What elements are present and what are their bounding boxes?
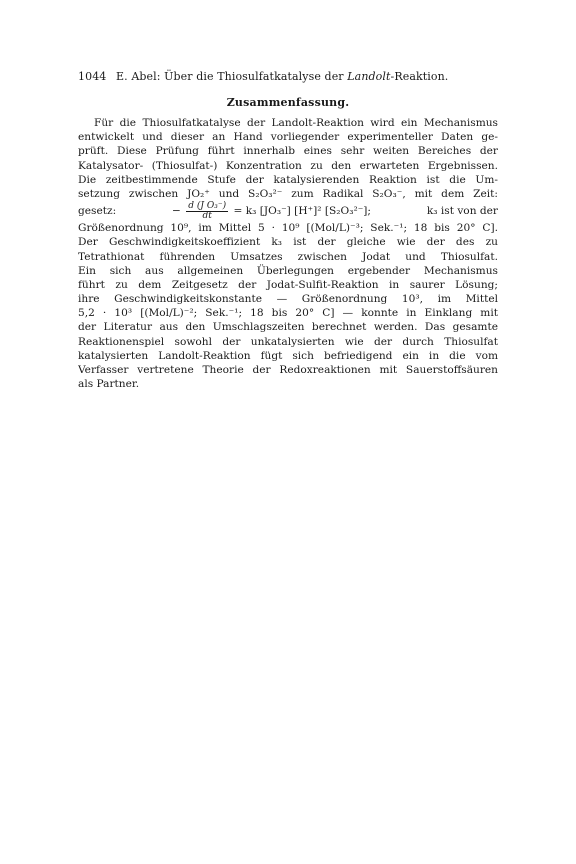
formula-fraction — [186, 202, 228, 221]
text-line: setzung zwischen JO₂⁺ und S₂O₃²⁻ zum Radikal S₂O₃⁻, mit dem Zeit: — [78, 187, 498, 200]
text-line: führt zu dem Zeitgesetz der Jodat-Sulfit-Reaktion in saurer Lösung; — [78, 278, 498, 291]
formula-numerator: d (J O₃⁻) — [188, 201, 227, 211]
text-line: katalysierten Landolt-Reaktion fügt sich befriedigend ein in die vom — [78, 349, 498, 362]
text-line: Größenordnung 10⁹, im Mittel 5 · 10⁹ [(Mol/L)⁻³; Sek.⁻¹; 18 bis 20° C]. — [78, 222, 498, 235]
text-line: Der Geschwindigkeitskoeffizient k₃ ist der gleiche wie der des zu — [78, 236, 498, 249]
formula-minus: − — [172, 205, 181, 218]
text-line: prüft. Diese Prüfung führt innerhalb eines sehr weiten Bereiches der — [78, 145, 498, 158]
text-line: ihre Geschwindigkeitskonstante — Größenordnung 10³, im Mittel — [78, 293, 498, 306]
text-line: Reaktionenspiel sowohl der unkatalysierten wie der durch Thiosulfat — [78, 335, 498, 348]
text-line-last: als Partner. — [78, 378, 140, 391]
header-author: E. Abel: — [116, 70, 161, 83]
formula-prefix: gesetz: — [78, 205, 117, 218]
section-title: Zusammenfassung. — [226, 96, 350, 109]
text-line: 5,2 · 10³ [(Mol/L)⁻²; Sek.⁻¹; 18 bis 20° C] — konnte in Einklang mit — [78, 307, 498, 320]
text-line: der Literatur aus den Umschlagszeiten berechnet werden. Das gesamte — [78, 321, 498, 334]
formula-expression — [172, 201, 371, 221]
text-line: entwickelt und dieser an Hand vorliegender experimenteller Daten ge- — [78, 131, 498, 144]
formula-suffix: k₃ ist von der — [426, 205, 498, 218]
formula-rhs: = k₃ [JO₃⁻] [H⁺]² [S₂O₃²⁻]; — [233, 205, 372, 218]
rate-law-formula — [78, 201, 498, 221]
header-title-suffix: -Reaktion. — [390, 70, 449, 83]
running-header — [78, 70, 498, 84]
header-title-italic: Landolt — [347, 70, 391, 83]
text-line: Ein sich aus allgemeinen Überlegungen ergebender Mechanismus — [78, 264, 498, 277]
page-number: 1044 — [78, 70, 107, 83]
text-line: Katalysator- (Thiosulfat-) Konzentration zu den erwarteten Ergebnissen. — [78, 159, 498, 172]
text-line: Für die Thiosulfatkatalyse der Landolt-Reaktion wird ein Mechanismus — [94, 117, 498, 129]
text-line: Die zeitbestimmende Stufe der katalysierenden Reaktion ist die Um- — [78, 173, 498, 186]
page — [78, 70, 498, 391]
text-line: Verfasser vertretene Theorie der Redoxreaktionen mit Sauerstoffsäuren — [78, 364, 498, 376]
text-line: Tetrathionat führenden Umsatzes zwischen Jodat und Thiosulfat. — [78, 250, 498, 263]
formula-denominator: dt — [202, 210, 212, 221]
header-title-prefix: Über die Thiosulfatkatalyse der — [164, 70, 344, 83]
summary-paragraph — [78, 116, 498, 391]
